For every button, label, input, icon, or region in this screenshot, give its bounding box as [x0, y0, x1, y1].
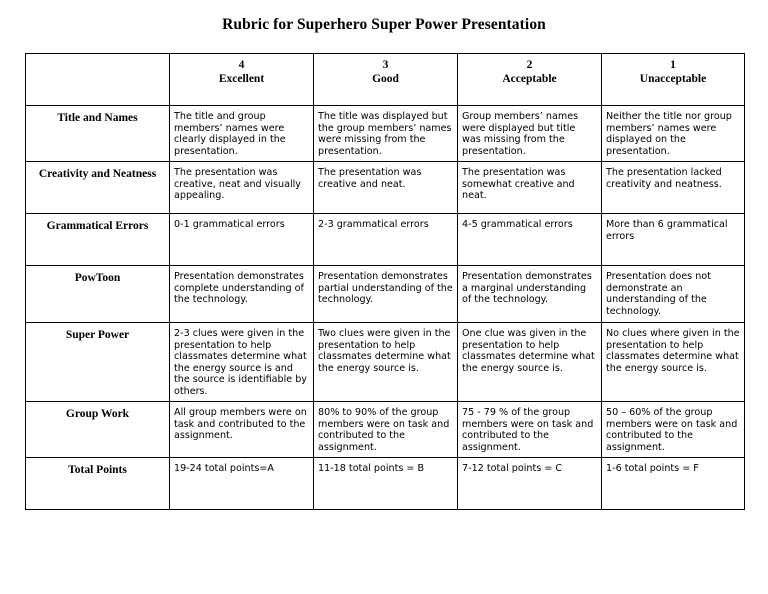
rubric-cell: The presentation lacked creativity and neatness. — [602, 162, 745, 214]
rubric-cell: 75 - 79 % of the group members were on task and contributed to the assignment. — [458, 402, 602, 458]
criterion-total-points: Total Points — [26, 458, 170, 510]
rubric-table — [25, 53, 745, 510]
rubric-cell: No clues where given in the presentation to help classmates determine what the energy source is. — [602, 323, 745, 402]
rubric-cell: The title was displayed but the group members’ names were missing from the presentation. — [314, 106, 458, 162]
level-excellent: Excellent — [218, 73, 265, 85]
rubric-cell: All group members were on task and contributed to the assignment. — [170, 402, 314, 458]
rubric-cell: The title and group members’ names were clearly displayed in the presentation. — [170, 106, 314, 162]
rubric-cell: The presentation was somewhat creative and neat. — [458, 162, 602, 214]
rubric-cell: Presentation does not demonstrate an understanding of the technology. — [602, 266, 745, 323]
rubric-cell: The presentation was creative and neat. — [314, 162, 458, 214]
rubric-cell: 80% to 90% of the group members were on task and contributed to the assignment. — [314, 402, 458, 458]
rubric-cell: More than 6 grammatical errors — [602, 214, 745, 266]
header-acceptable — [458, 54, 602, 106]
level-good: Good — [372, 73, 399, 85]
rubric-cell: 19-24 total points=A — [170, 458, 314, 510]
header-excellent — [170, 54, 314, 106]
score-2: 2 — [526, 59, 533, 71]
table-row — [26, 214, 745, 266]
table-row — [26, 323, 745, 402]
table-row — [26, 162, 745, 214]
rubric-cell: The presentation was creative, neat and visually appealing. — [170, 162, 314, 214]
header-good — [314, 54, 458, 106]
table-row — [26, 458, 745, 510]
score-1: 1 — [670, 59, 676, 71]
rubric-cell: 0-1 grammatical errors — [170, 214, 314, 266]
header-corner-cell — [26, 54, 170, 106]
header-unacceptable — [602, 54, 745, 106]
table-row — [26, 106, 745, 162]
rubric-header-row — [26, 54, 745, 106]
document-title: Rubric for Superhero Super Power Presentation — [222, 16, 546, 33]
rubric-cell: 2-3 grammatical errors — [314, 214, 458, 266]
criterion-group-work: Group Work — [26, 402, 170, 458]
rubric-cell: 7-12 total points = C — [458, 458, 602, 510]
rubric-cell: 2-3 clues were given in the presentation to help classmates determine what the energy source is and the source is identifiable by others. — [170, 323, 314, 402]
rubric-cell: Presentation demonstrates a marginal understanding of the technology. — [458, 266, 602, 323]
criterion-creativity-and-neatness: Creativity and Neatness — [26, 162, 170, 214]
rubric-cell: Two clues were given in the presentation to help classmates determine what the energy source is. — [314, 323, 458, 402]
rubric-cell: 1-6 total points = F — [602, 458, 745, 510]
criterion-super-power: Super Power — [26, 323, 170, 402]
rubric-cell: Presentation demonstrates partial understanding of the technology. — [314, 266, 458, 323]
rubric-cell: One clue was given in the presentation to help classmates determine what the energy source is. — [458, 323, 602, 402]
criterion-title-and-names: Title and Names — [26, 106, 170, 162]
rubric-cell: 50 – 60% of the group members were on task and contributed to the assignment. — [602, 402, 745, 458]
criterion-grammatical-errors: Grammatical Errors — [26, 214, 170, 266]
rubric-cell: Group members’ names were displayed but title was missing from the presentation. — [458, 106, 602, 162]
table-row — [26, 402, 745, 458]
rubric-cell: Neither the title nor group members’ names were displayed on the presentation. — [602, 106, 745, 162]
criterion-powtoon: PowToon — [26, 266, 170, 323]
score-4: 4 — [238, 59, 245, 71]
rubric-cell: 11-18 total points = B — [314, 458, 458, 510]
table-row — [26, 266, 745, 323]
rubric-cell: Presentation demonstrates complete understanding of the technology. — [170, 266, 314, 323]
score-3: 3 — [382, 59, 389, 71]
rubric-cell: 4-5 grammatical errors — [458, 214, 602, 266]
level-acceptable: Acceptable — [502, 73, 557, 85]
level-unacceptable: Unacceptable — [639, 73, 707, 85]
